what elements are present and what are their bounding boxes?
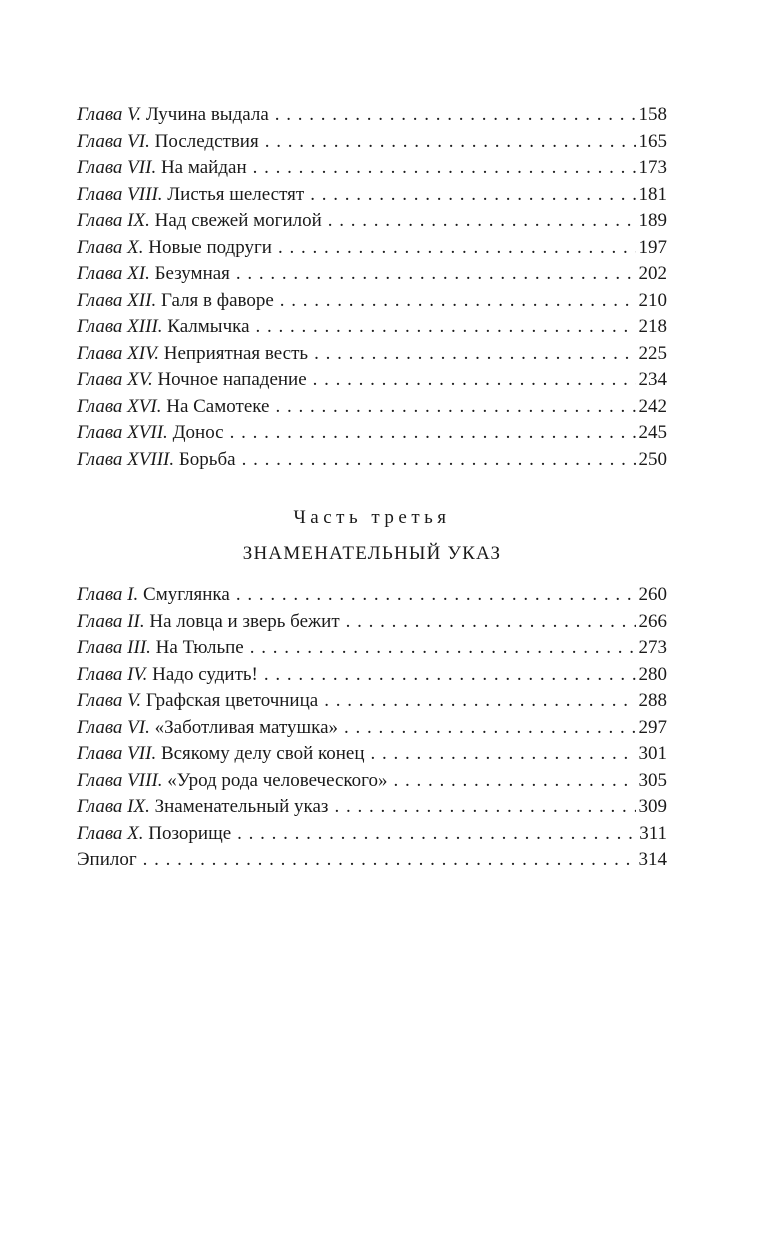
toc-entry-chapter: Глава XVII. xyxy=(77,422,168,443)
toc-entry xyxy=(77,794,667,821)
toc-entry xyxy=(77,367,667,394)
toc-entry xyxy=(77,208,667,235)
dot-leader xyxy=(310,182,635,209)
toc-entry xyxy=(77,129,667,156)
toc-entry xyxy=(77,102,667,129)
toc-entry-page-number: 273 xyxy=(638,637,667,658)
toc-entry-title: На Самотеке xyxy=(166,395,270,417)
toc-entry-chapter: Глава XIV. xyxy=(77,342,160,364)
toc-entry-title: Галя в фаворе xyxy=(160,289,274,311)
toc-entry-label xyxy=(77,847,137,874)
toc-entry-title: «Урод рода человеческого» xyxy=(167,769,388,791)
toc-entry-title: Донос xyxy=(172,422,224,443)
toc-entry-label xyxy=(77,314,250,341)
toc-entry-chapter: Глава XVIII. xyxy=(77,448,175,470)
toc-entry-chapter: Глава VI. xyxy=(77,130,150,152)
dot-leader xyxy=(143,847,636,874)
dot-leader xyxy=(253,155,636,182)
toc-entry-title: Эпилог xyxy=(77,849,137,870)
toc-entry-label xyxy=(77,261,230,288)
toc-entry-chapter: Глава V. xyxy=(77,104,142,125)
toc-entry xyxy=(77,182,667,209)
toc-entry-page-number: 173 xyxy=(638,157,667,178)
toc-entry-page-number: 314 xyxy=(638,849,667,870)
toc-entry-page-number: 158 xyxy=(638,104,667,125)
toc-entry xyxy=(77,420,667,447)
toc-entry-title: Знаменательный указ xyxy=(154,796,329,817)
dot-leader xyxy=(264,662,636,689)
dot-leader xyxy=(275,102,636,129)
toc-entry-page-number: 242 xyxy=(638,395,667,417)
dot-leader xyxy=(278,235,636,262)
toc-entry-label xyxy=(77,129,259,156)
toc-entry xyxy=(77,394,667,421)
dot-leader xyxy=(280,288,636,315)
toc-entry-chapter: Глава X. xyxy=(77,236,144,258)
toc-entry-label xyxy=(77,420,224,447)
toc-entry-chapter: Глава VII. xyxy=(77,157,157,178)
dot-leader xyxy=(344,715,635,742)
toc-entry-page-number: 260 xyxy=(638,584,667,605)
toc-entry-title: На Тюльпе xyxy=(155,637,244,658)
toc-entry xyxy=(77,821,667,848)
toc-entry-page-number: 288 xyxy=(638,690,667,711)
dot-leader xyxy=(237,821,636,848)
toc-entry-chapter: Глава X. xyxy=(77,822,144,844)
toc-entry-chapter: Глава XVI. xyxy=(77,395,162,417)
toc-entry-title: Ночное нападение xyxy=(157,369,307,390)
dot-leader xyxy=(314,341,635,368)
toc-entry xyxy=(77,314,667,341)
dot-leader xyxy=(334,794,635,821)
toc-entry-title: Неприятная весть xyxy=(163,342,309,364)
dot-leader xyxy=(250,635,636,662)
toc-entry-title: Последствия xyxy=(154,130,259,152)
toc-entry-page-number: 197 xyxy=(638,236,667,258)
toc-entry-title: Новые подруги xyxy=(148,236,272,258)
part-subtitle: ЗНАМЕНАТЕЛЬНЫЙ УКАЗ xyxy=(242,543,502,564)
toc-entry-page-number: 225 xyxy=(638,342,667,364)
toc-entry-title: Калмычка xyxy=(167,316,250,337)
toc-entry-title: Надо судить! xyxy=(152,663,258,685)
dot-leader xyxy=(371,741,636,768)
toc-entry-label xyxy=(77,155,247,182)
toc-entry-label xyxy=(77,367,307,394)
toc-entry-title: Графская цветочница xyxy=(145,690,319,711)
toc-entry-chapter: Глава VII. xyxy=(77,743,157,764)
toc-entry-title: Борьба xyxy=(178,448,236,470)
toc-entry xyxy=(77,341,667,368)
toc-entry-label xyxy=(77,715,338,742)
toc-entry-title: Безумная xyxy=(154,263,230,284)
toc-entry-title: Над свежей могилой xyxy=(154,210,322,231)
toc-entry-label xyxy=(77,208,322,235)
toc-entry-chapter: Глава IX. xyxy=(77,210,150,231)
toc-entry-chapter: Глава II. xyxy=(77,610,145,632)
toc-entry-page-number: 250 xyxy=(638,448,667,470)
toc-entry xyxy=(77,235,667,262)
toc-entry-label xyxy=(77,394,269,421)
dot-leader xyxy=(275,394,635,421)
toc-entry-chapter: Глава V. xyxy=(77,690,142,711)
toc-entry-page-number: 280 xyxy=(638,663,667,685)
toc-entry-title: Позорище xyxy=(148,822,232,844)
toc-entry-label xyxy=(77,821,231,848)
toc-entry xyxy=(77,155,667,182)
toc-entry-page-number: 297 xyxy=(638,716,667,738)
toc-entry-label xyxy=(77,102,269,129)
toc-entry-chapter: Глава IV. xyxy=(77,663,148,685)
toc-entry-chapter: Глава I. xyxy=(77,584,139,605)
dot-leader xyxy=(324,688,635,715)
toc-entry-chapter: Глава XIII. xyxy=(77,316,163,337)
toc-entry xyxy=(77,768,667,795)
toc-entry xyxy=(77,741,667,768)
part-heading: Часть третья xyxy=(293,507,451,528)
dot-leader xyxy=(256,314,636,341)
toc-entry-page-number: 311 xyxy=(639,822,667,844)
dot-leader xyxy=(328,208,636,235)
toc-entry-chapter: Глава XII. xyxy=(77,289,157,311)
toc-entry xyxy=(77,288,667,315)
toc-entry xyxy=(77,847,667,874)
toc-entry-chapter: Глава XV. xyxy=(77,369,153,390)
toc-entry-chapter: Глава IX. xyxy=(77,796,150,817)
toc-entry-label xyxy=(77,609,340,636)
toc-entry-page-number: 202 xyxy=(638,263,667,284)
toc-entry-label xyxy=(77,447,236,474)
toc-entry-label xyxy=(77,288,274,315)
toc-entry-chapter: Глава VIII. xyxy=(77,183,163,205)
toc-entry-page-number: 218 xyxy=(638,316,667,337)
toc-entry-page-number: 210 xyxy=(638,289,667,311)
toc-entry-page-number: 181 xyxy=(638,183,667,205)
toc-entry-page-number: 305 xyxy=(638,769,667,791)
toc-entry xyxy=(77,261,667,288)
toc-entry xyxy=(77,447,667,474)
toc-entry-label xyxy=(77,235,272,262)
toc-entry-label xyxy=(77,582,230,609)
toc-entry-title: Всякому делу свой конец xyxy=(160,743,365,764)
toc-entry-label xyxy=(77,635,244,662)
dot-leader xyxy=(313,367,636,394)
toc-entry-label xyxy=(77,688,318,715)
toc-entry-page-number: 266 xyxy=(638,610,667,632)
toc-entry-page-number: 309 xyxy=(638,796,667,817)
toc-entry-page-number: 234 xyxy=(638,369,667,390)
toc-entry-page-number: 189 xyxy=(638,210,667,231)
toc-entry-label xyxy=(77,768,388,795)
toc-entry-page-number: 245 xyxy=(638,422,667,443)
toc-entry xyxy=(77,582,667,609)
dot-leader xyxy=(394,768,636,795)
toc-entry-label xyxy=(77,182,304,209)
toc-entry-label xyxy=(77,794,328,821)
toc-entry-page-number: 165 xyxy=(638,130,667,152)
toc-entry-title: «Заботливая матушка» xyxy=(154,716,339,738)
toc-entry-title: На ловца и зверь бежит xyxy=(149,610,340,632)
dot-leader xyxy=(242,447,636,474)
toc-part-three xyxy=(77,582,667,874)
toc-entry xyxy=(77,662,667,689)
toc-entry-label xyxy=(77,662,258,689)
toc-entry xyxy=(77,635,667,662)
dot-leader xyxy=(265,129,636,156)
toc-entry-label xyxy=(77,741,365,768)
toc-entry-title: Лучина выдала xyxy=(145,104,269,125)
dot-leader xyxy=(230,420,636,447)
dot-leader xyxy=(236,582,636,609)
dot-leader xyxy=(346,609,636,636)
toc-entry-page-number: 301 xyxy=(638,743,667,764)
toc-entry-chapter: Глава XI. xyxy=(77,263,150,284)
toc-entry-title: Смуглянка xyxy=(143,584,230,605)
toc-entry-title: На майдан xyxy=(160,157,247,178)
toc-entry-chapter: Глава III. xyxy=(77,637,151,658)
dot-leader xyxy=(236,261,636,288)
toc-entry xyxy=(77,715,667,742)
toc-part-two xyxy=(77,102,667,473)
toc-entry-chapter: Глава VI. xyxy=(77,716,150,738)
toc-entry xyxy=(77,688,667,715)
toc-entry-chapter: Глава VIII. xyxy=(77,769,163,791)
toc-entry-label xyxy=(77,341,308,368)
toc-entry xyxy=(77,609,667,636)
toc-entry-title: Листья шелестят xyxy=(167,183,305,205)
